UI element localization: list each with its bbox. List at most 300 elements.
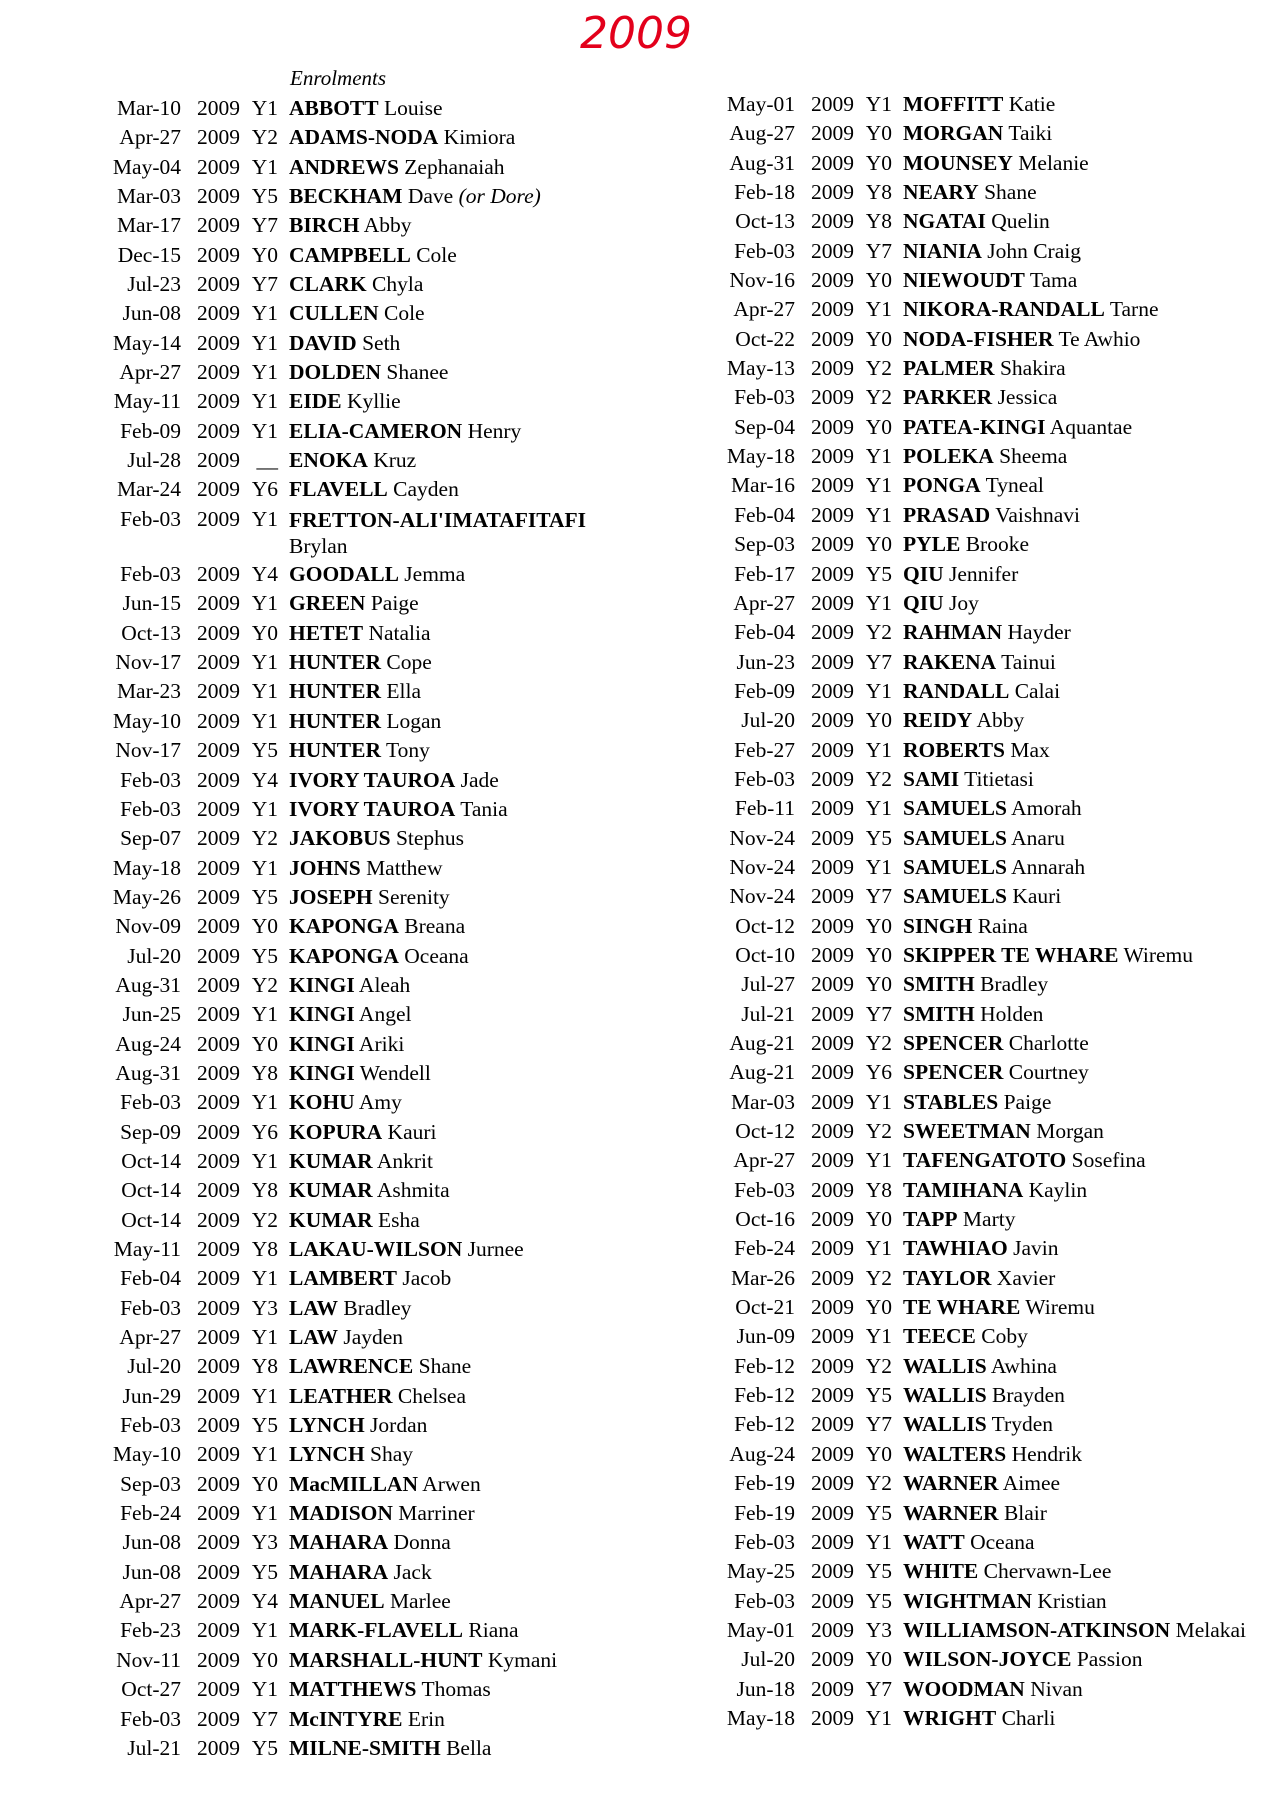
enrol-date: Feb-03	[734, 385, 795, 410]
surname: SMITH	[903, 972, 975, 997]
year-level: Y7	[865, 1412, 892, 1437]
enrol-year: 2009	[811, 825, 854, 850]
surname: WALTERS	[903, 1441, 1007, 1466]
year-level: Y0	[865, 1647, 892, 1672]
surname: LYNCH	[289, 1442, 365, 1467]
surname: MORGAN	[903, 121, 1004, 146]
student-name	[278, 1528, 650, 1557]
given-name: Coby	[981, 1324, 1028, 1349]
student-name	[278, 241, 650, 270]
student-name	[892, 853, 1272, 882]
student-name	[278, 329, 650, 358]
enrol-year: 2009	[811, 268, 854, 293]
list-item	[0, 883, 650, 912]
enrol-date: May-18	[112, 855, 181, 880]
enrol-year: 2009	[197, 679, 240, 704]
list-item	[0, 824, 650, 853]
student-name	[278, 1470, 650, 1499]
page-title: 2009	[580, 8, 692, 59]
given-name: Brayden	[992, 1383, 1065, 1408]
enrol-year: 2009	[197, 154, 240, 179]
year-level: Y0	[251, 914, 278, 939]
student-name	[892, 178, 1272, 207]
surname: WARNER	[903, 1500, 999, 1525]
student-name	[278, 1352, 650, 1381]
enrol-year: 2009	[811, 678, 854, 703]
student-name	[892, 90, 1272, 119]
enrol-year: 2009	[811, 1529, 854, 1554]
enrol-year: 2009	[811, 297, 854, 322]
year-level: Y5	[251, 1413, 278, 1438]
student-name	[278, 153, 650, 182]
given-name: Holden	[980, 1001, 1044, 1026]
enrol-date: Apr-27	[733, 1148, 795, 1173]
surname: TAPP	[903, 1207, 958, 1232]
student-name	[892, 1704, 1272, 1733]
year-level: Y1	[251, 1501, 278, 1526]
year-level: Y1	[865, 590, 892, 615]
enrol-date: Oct-16	[735, 1207, 795, 1232]
enrol-year: 2009	[811, 649, 854, 674]
list-item	[0, 123, 650, 152]
enrol-year: 2009	[197, 506, 240, 531]
given-name: Quelin	[991, 209, 1050, 234]
surname: MADISON	[289, 1501, 393, 1526]
list-item	[640, 736, 1272, 765]
year-level: Y1	[251, 650, 278, 675]
enrol-year: 2009	[197, 796, 240, 821]
year-level: Y1	[865, 1529, 892, 1554]
student-name	[278, 707, 650, 736]
list-item	[640, 1704, 1272, 1733]
given-name: Aimee	[1002, 1471, 1061, 1496]
list-item	[640, 119, 1272, 148]
surname: HUNTER	[289, 679, 381, 704]
given-name: Vaishnavi	[995, 502, 1080, 527]
enrol-date: Jun-18	[736, 1676, 795, 1701]
student-name	[892, 1381, 1272, 1410]
section-heading: Enrolments	[290, 66, 387, 90]
student-name	[892, 1675, 1272, 1704]
enrol-date: Apr-27	[733, 297, 795, 322]
student-name	[892, 1410, 1272, 1439]
list-item	[640, 471, 1272, 500]
year-level: Y1	[865, 854, 892, 879]
list-item	[640, 354, 1272, 383]
enrol-date: Dec-15	[117, 242, 181, 267]
year-level: Y0	[251, 242, 278, 267]
student-name	[892, 383, 1272, 412]
enrol-year: 2009	[197, 330, 240, 355]
year-level: Y1	[865, 502, 892, 527]
year-level: Y0	[865, 414, 892, 439]
enrol-date: May-01	[726, 92, 795, 116]
surname: TE WHARE	[903, 1295, 1021, 1320]
surname: NIEWOUDT	[903, 268, 1025, 293]
enrol-date: Feb-11	[734, 796, 795, 821]
student-name	[278, 182, 650, 211]
year-level: Y1	[251, 1090, 278, 1115]
enrol-date: Jul-20	[127, 943, 181, 968]
enrol-date: Apr-27	[119, 1325, 181, 1350]
list-item	[0, 211, 650, 240]
surname: MATTHEWS	[289, 1677, 417, 1702]
enrol-year: 2009	[811, 1441, 854, 1466]
enrol-year: 2009	[811, 942, 854, 967]
enrol-date: Jun-08	[122, 1559, 181, 1584]
list-item	[640, 530, 1272, 559]
given-name: Paige	[370, 591, 419, 616]
year-level: Y5	[251, 1559, 278, 1584]
surname: HUNTER	[289, 708, 381, 733]
student-name	[278, 1411, 650, 1440]
student-name	[892, 736, 1272, 765]
surname: DOLDEN	[289, 360, 381, 385]
list-item	[640, 677, 1272, 706]
enrol-date: Feb-03	[120, 562, 181, 587]
enrol-year: 2009	[811, 356, 854, 381]
year-level: Y1	[865, 444, 892, 469]
given-name: Esha	[377, 1207, 420, 1232]
student-name	[278, 560, 650, 589]
list-item	[640, 442, 1272, 471]
enrol-year: 2009	[197, 1178, 240, 1203]
list-item	[0, 1264, 650, 1293]
surname: ADAMS-NODA	[289, 125, 439, 150]
year-level: Y2	[865, 766, 892, 791]
enrol-date: Oct-13	[121, 620, 181, 645]
enrol-date: Feb-12	[734, 1412, 795, 1437]
given-name: Paige	[1003, 1089, 1052, 1114]
enrol-year: 2009	[197, 1295, 240, 1320]
year-level: Y1	[251, 389, 278, 414]
enrol-year: 2009	[197, 96, 240, 120]
year-level: Y8	[251, 1237, 278, 1262]
enrol-year: 2009	[197, 1237, 240, 1262]
enrol-year: 2009	[197, 418, 240, 443]
given-name: Kristian	[1037, 1588, 1107, 1613]
surname: GOODALL	[289, 562, 399, 587]
student-name	[892, 295, 1272, 324]
given-name: Melakai	[1175, 1617, 1247, 1642]
year-level: Y8	[251, 1354, 278, 1379]
enrol-year: 2009	[197, 184, 240, 209]
year-level: Y1	[251, 1442, 278, 1467]
enrol-year: 2009	[197, 972, 240, 997]
enrol-year: 2009	[811, 1207, 854, 1232]
enrol-date: Nov-17	[115, 650, 181, 675]
enrol-year: 2009	[197, 1119, 240, 1144]
enrol-date: May-11	[113, 1237, 181, 1262]
year-level: Y1	[865, 796, 892, 821]
surname: IVORY TAUROA	[289, 767, 456, 792]
enrol-date: May-26	[112, 884, 181, 909]
given-name: Brylan	[289, 533, 348, 558]
enrol-year: 2009	[811, 913, 854, 938]
student-name	[278, 971, 650, 1000]
year-level: Y2	[251, 1207, 278, 1232]
surname: JOSEPH	[289, 884, 373, 909]
enrol-date: Jul-20	[127, 1354, 181, 1379]
enrol-year: 2009	[811, 1119, 854, 1144]
list-item	[0, 387, 650, 416]
given-name: Ashmita	[376, 1178, 450, 1203]
given-name: Cole	[416, 242, 457, 267]
student-name	[892, 1616, 1272, 1645]
enrol-date: May-18	[726, 1705, 795, 1730]
year-level: Y0	[865, 913, 892, 938]
student-name	[278, 795, 650, 824]
list-item	[0, 1088, 650, 1117]
year-level: Y1	[251, 591, 278, 616]
surname: BIRCH	[289, 213, 360, 238]
year-level: Y1	[865, 92, 892, 116]
enrol-year: 2009	[811, 180, 854, 205]
student-name	[892, 1557, 1272, 1586]
list-item	[0, 795, 650, 824]
list-item	[0, 270, 650, 299]
surname: MILNE-SMITH	[289, 1735, 441, 1760]
student-name	[892, 882, 1272, 911]
surname: NODA-FISHER	[903, 326, 1054, 351]
given-name: Jennifer	[949, 561, 1019, 586]
surname: WHITE	[903, 1559, 979, 1584]
given-name: Amorah	[1011, 796, 1082, 821]
student-name	[278, 270, 650, 299]
student-name	[892, 1322, 1272, 1351]
given-name: Brooke	[965, 532, 1030, 557]
given-name: Jack	[393, 1559, 432, 1584]
enrol-date: Aug-27	[729, 121, 795, 146]
list-item	[640, 794, 1272, 823]
surname: WALLIS	[903, 1412, 987, 1437]
list-item	[0, 677, 650, 706]
list-item	[0, 1411, 650, 1440]
given-name: Calai	[1014, 678, 1061, 703]
enrol-date: Aug-31	[115, 1060, 181, 1085]
list-item	[0, 505, 650, 560]
enrol-date: Aug-24	[115, 1031, 181, 1056]
student-name	[892, 706, 1272, 735]
given-name: Jurnee	[467, 1237, 524, 1262]
student-name	[278, 1587, 650, 1616]
list-item	[0, 475, 650, 504]
year-level: Y2	[865, 1265, 892, 1290]
surname: CULLEN	[289, 301, 379, 326]
list-item	[640, 765, 1272, 794]
enrol-year: 2009	[197, 562, 240, 587]
list-item	[640, 1322, 1272, 1351]
list-item	[640, 1557, 1272, 1586]
enrol-year: 2009	[197, 477, 240, 502]
given-name: Javin	[1013, 1236, 1059, 1261]
student-name	[892, 824, 1272, 853]
student-name	[892, 207, 1272, 236]
student-name	[278, 1646, 650, 1675]
enrol-date: Sep-04	[734, 414, 795, 439]
year-level: Y1	[865, 1236, 892, 1261]
given-name: Ella	[386, 679, 421, 704]
year-level: Y1	[865, 1324, 892, 1349]
given-name: Angel	[358, 1002, 412, 1027]
list-item	[0, 417, 650, 446]
list-item	[0, 1705, 650, 1734]
year-level: Y1	[251, 1618, 278, 1643]
enrol-date: May-25	[726, 1559, 795, 1584]
given-name: Kaylin	[1028, 1177, 1088, 1202]
surname: GREEN	[289, 591, 366, 616]
enrol-date: Nov-11	[116, 1647, 181, 1672]
enrol-date: Apr-27	[119, 360, 181, 385]
year-level: Y2	[865, 1031, 892, 1055]
list-item	[0, 1587, 650, 1616]
list-item	[0, 1470, 650, 1499]
year-level: Y0	[865, 1295, 892, 1320]
student-name	[892, 1587, 1272, 1616]
enrol-year: 2009	[197, 738, 240, 763]
surname: HUNTER	[289, 650, 381, 675]
list-item	[640, 325, 1272, 354]
list-item	[640, 1117, 1272, 1146]
surname: LAW	[289, 1325, 338, 1350]
list-item	[640, 1029, 1272, 1058]
year-level: Y1	[251, 708, 278, 733]
list-item	[640, 266, 1272, 295]
enrol-date: Mar-16	[730, 473, 795, 498]
given-name: Sosefina	[1071, 1148, 1146, 1173]
enrol-date: Jul-20	[741, 1647, 795, 1672]
given-name: Breana	[404, 914, 466, 939]
student-name	[278, 1323, 650, 1352]
student-name	[892, 912, 1272, 941]
student-name	[892, 1000, 1272, 1029]
student-name	[892, 589, 1272, 618]
year-level: Y4	[251, 562, 278, 587]
year-level: Y1	[251, 301, 278, 326]
year-level: Y0	[865, 708, 892, 733]
given-name: Aleah	[358, 972, 411, 997]
enrol-date: Aug-21	[729, 1060, 795, 1085]
enrol-date: Nov-24	[729, 825, 795, 850]
enrol-date: Mar-03	[116, 184, 181, 209]
enrol-date: May-04	[112, 154, 181, 179]
list-item	[640, 1352, 1272, 1381]
surname: KINGI	[289, 972, 355, 997]
student-name	[278, 736, 650, 765]
list-item	[640, 383, 1272, 412]
enrol-date: Jun-09	[736, 1324, 795, 1349]
year-level: Y8	[865, 1177, 892, 1202]
enrol-date: Feb-18	[734, 180, 795, 205]
enrol-date: Feb-23	[120, 1618, 181, 1643]
year-level: Y2	[865, 1353, 892, 1378]
surname: TAMIHANA	[903, 1177, 1024, 1202]
given-name: Arwen	[422, 1471, 481, 1496]
list-item	[0, 1323, 650, 1352]
list-item	[0, 912, 650, 941]
given-name: Jemma	[404, 562, 466, 587]
student-name	[892, 1176, 1272, 1205]
year-level: Y5	[251, 943, 278, 968]
student-name	[892, 765, 1272, 794]
enrol-date: Jul-20	[741, 708, 795, 733]
list-item	[640, 1645, 1272, 1674]
student-name	[278, 619, 650, 648]
list-item	[0, 1675, 650, 1704]
enrol-year: 2009	[811, 1617, 854, 1642]
student-name	[892, 471, 1272, 500]
student-name	[892, 354, 1272, 383]
list-item	[640, 1675, 1272, 1704]
enrol-date: Aug-21	[729, 1031, 795, 1055]
enrol-date: Feb-03	[120, 796, 181, 821]
enrol-date: Feb-03	[734, 238, 795, 263]
enrol-date: Feb-03	[120, 1295, 181, 1320]
given-name: Tryden	[991, 1412, 1053, 1437]
surname: KUMAR	[289, 1178, 373, 1203]
enrol-year: 2009	[197, 1530, 240, 1555]
given-name: Nivan	[1030, 1676, 1083, 1701]
surname: ROBERTS	[903, 737, 1005, 762]
enrol-date: Oct-12	[735, 913, 795, 938]
surname: LAWRENCE	[289, 1354, 414, 1379]
surname: PONGA	[903, 473, 981, 498]
surname: KUMAR	[289, 1148, 373, 1173]
surname: SAMI	[903, 766, 960, 791]
given-name: Chyla	[372, 272, 424, 297]
enrol-date: Feb-04	[734, 620, 795, 645]
enrol-year: 2009	[811, 737, 854, 762]
enrol-year: 2009	[811, 972, 854, 997]
enrol-year: 2009	[811, 796, 854, 821]
enrol-date: Mar-03	[730, 1089, 795, 1114]
year-level: Y0	[865, 268, 892, 293]
student-name	[278, 358, 650, 387]
student-name	[278, 1206, 650, 1235]
enrol-year: 2009	[811, 121, 854, 146]
surname: SPENCER	[903, 1031, 1004, 1055]
enrol-date: May-18	[726, 444, 795, 469]
year-level: Y1	[251, 506, 278, 531]
enrol-year: 2009	[811, 326, 854, 351]
enrol-year: 2009	[811, 238, 854, 263]
list-item	[640, 970, 1272, 999]
surname: PALMER	[903, 356, 995, 381]
year-level: Y1	[865, 678, 892, 703]
list-item	[0, 299, 650, 328]
list-item	[640, 1264, 1272, 1293]
given-name: Louise	[384, 96, 443, 120]
given-name: Jacob	[402, 1266, 452, 1291]
year-level: Y7	[865, 1001, 892, 1026]
list-item	[0, 329, 650, 358]
given-name: Marlee	[389, 1589, 451, 1614]
list-item	[640, 1176, 1272, 1205]
year-level: Y2	[865, 620, 892, 645]
enrol-year: 2009	[197, 389, 240, 414]
enrol-year: 2009	[197, 1413, 240, 1438]
given-name: Xavier	[996, 1265, 1056, 1290]
surname: WALLIS	[903, 1383, 987, 1408]
list-item	[640, 1146, 1272, 1175]
surname: ANDREWS	[289, 154, 399, 179]
enrol-year: 2009	[197, 1735, 240, 1760]
surname: WALLIS	[903, 1353, 987, 1378]
given-name: Kymani	[487, 1647, 558, 1672]
list-item	[640, 1587, 1272, 1616]
given-name: Thomas	[421, 1677, 491, 1702]
student-name	[278, 1705, 650, 1734]
